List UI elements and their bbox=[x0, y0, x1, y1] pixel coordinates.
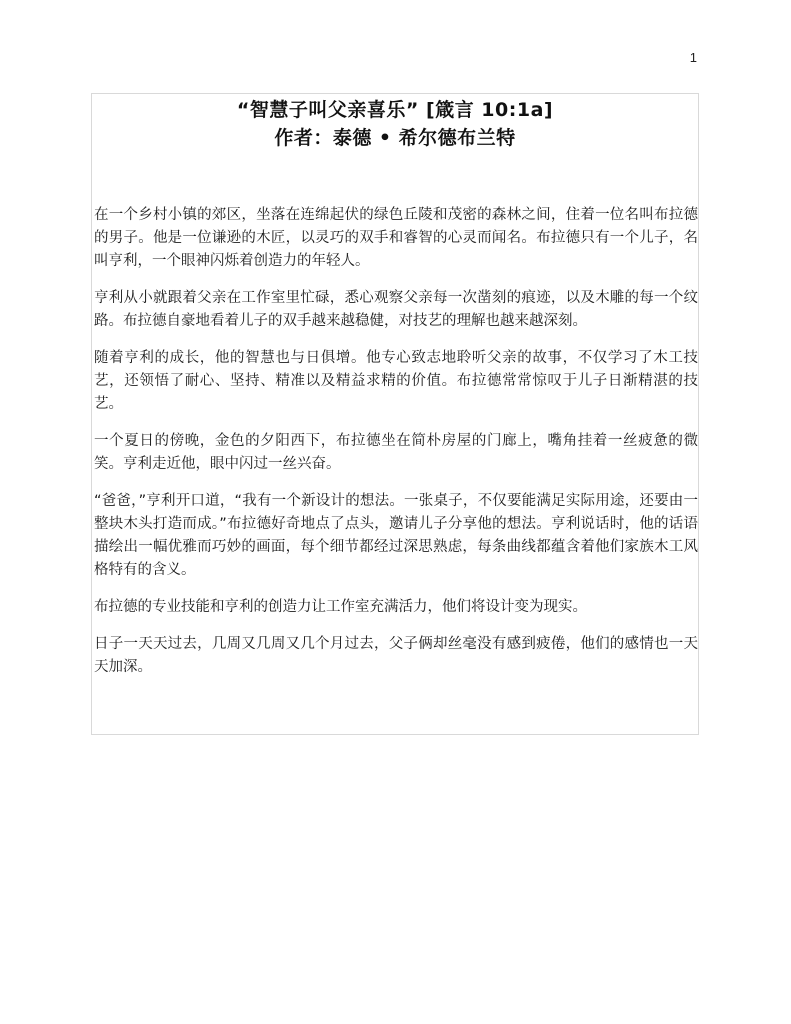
paragraph: 随着亨利的成长，他的智慧也与日俱增。他专心致志地聆听父亲的故事，不仅学习了木工技艺，还领悟了耐心、坚持、精准以及精益求精的价值。布拉德常常惊叹于儿子日渐精湛的技艺。 bbox=[94, 350, 698, 412]
document-title: “智慧子叫父亲喜乐” [箴言 10:1a] bbox=[236, 99, 554, 121]
paragraph: 亨利从小就跟着父亲在工作室里忙碌，悉心观察父亲每一次凿刻的痕迹，以及木雕的每一个纹路。布拉德自豪地看着儿子的双手越来越稳健，对技艺的理解也越来越深刻。 bbox=[94, 290, 698, 329]
paragraph: “爸爸，”亨利开口道，“我有一个新设计的想法。一张桌子，不仅要能满足实际用途，还要由一整块木头打造而成。”布拉德好奇地点了点头，邀请儿子分享他的想法。亨利说话时，他的话语描绘出一幅优雅而巧妙的画面，每个细节都经过深思熟虑，每条曲线都蕴含着他们家族木工风格特有的含义。 bbox=[94, 493, 698, 578]
page-number: 1 bbox=[689, 50, 697, 65]
title-block bbox=[92, 96, 698, 152]
paragraph: 一个夏日的傍晚，金色的夕阳西下，布拉德坐在简朴房屋的门廊上，嘴角挂着一丝疲惫的微笑。亨利走近他，眼中闪过一丝兴奋。 bbox=[94, 433, 698, 472]
paragraph: 在一个乡村小镇的郊区，坐落在连绵起伏的绿色丘陵和茂密的森林之间，住着一位名叫布拉德的男子。他是一位谦逊的木匠，以灵巧的双手和睿智的心灵而闻名。布拉德只有一个儿子，名叫亨利，一个眼神闪烁着创造力的年轻人。 bbox=[94, 207, 698, 269]
paragraph: 日子一天天过去，几周又几周又几个月过去，父子俩却丝毫没有感到疲倦，他们的感情也一天天加深。 bbox=[94, 636, 698, 675]
document-text-box bbox=[91, 93, 699, 735]
paragraph: 布拉德的专业技能和亨利的创造力让工作室充满活力，他们将设计变为现实。 bbox=[94, 599, 587, 615]
document-author: 作者：泰德 • 希尔德布兰特 bbox=[274, 127, 516, 149]
document-body bbox=[94, 204, 698, 693]
